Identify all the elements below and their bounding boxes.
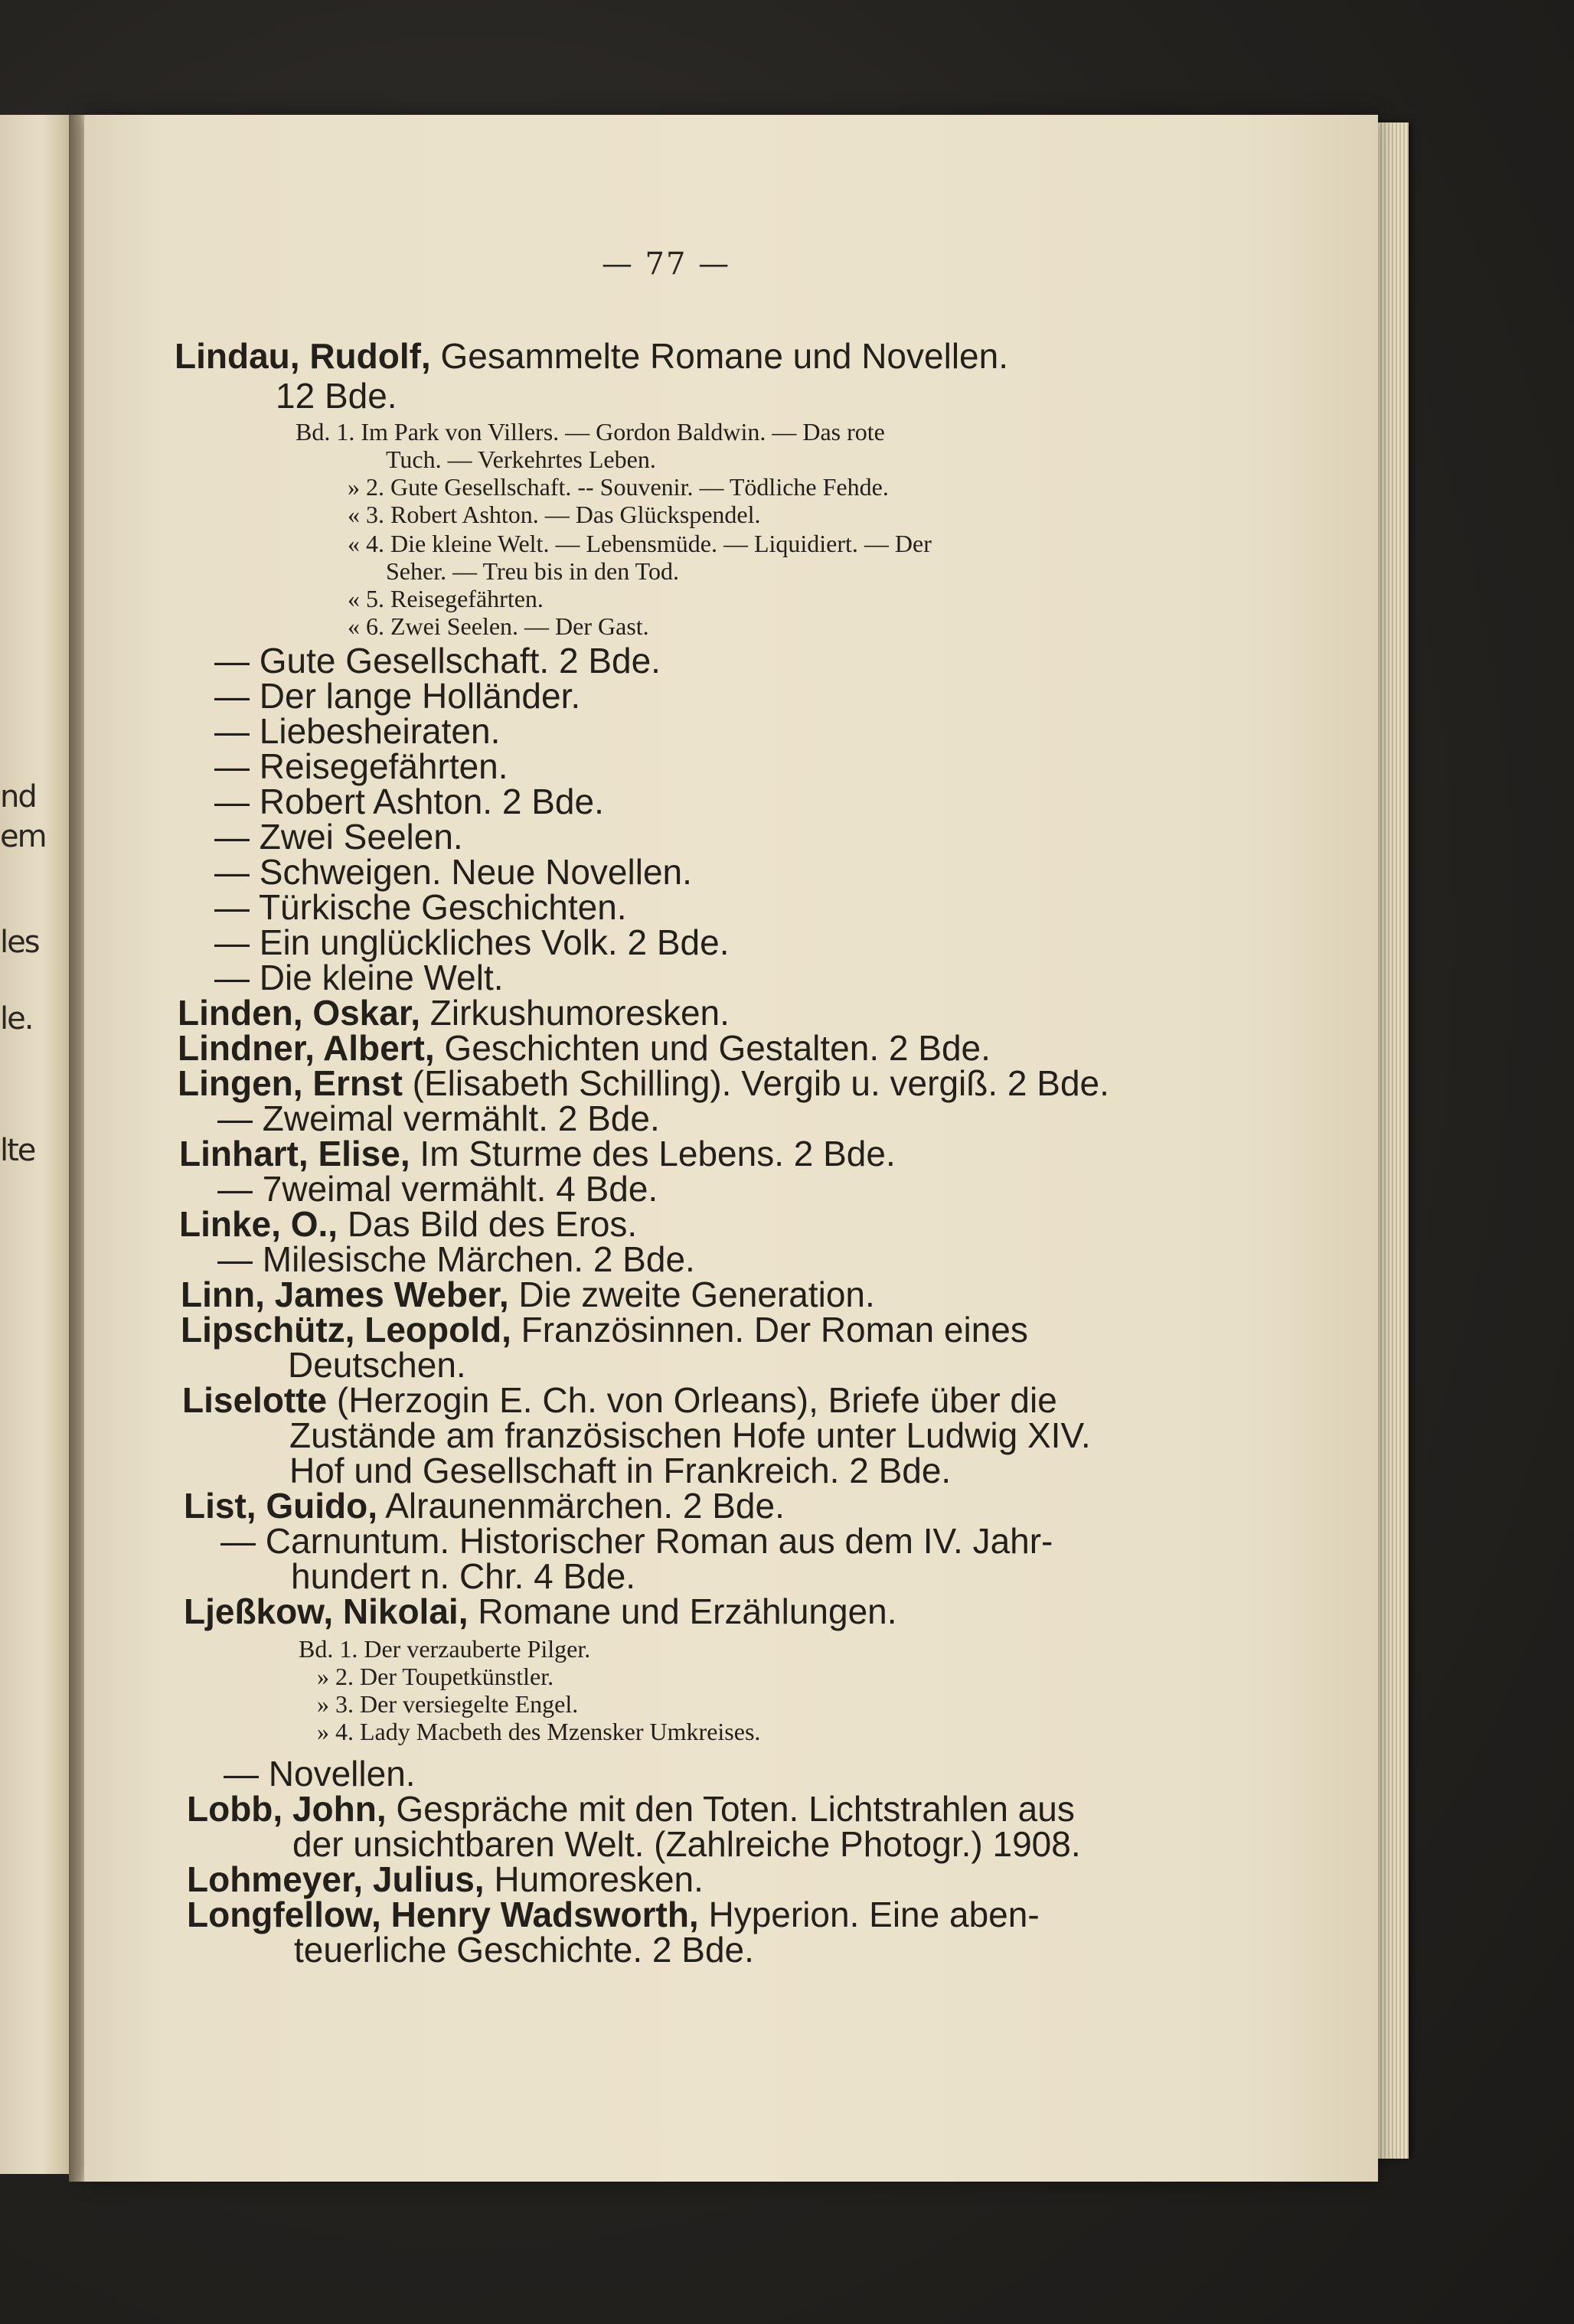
author-name: Longfellow, Henry Wadsworth, bbox=[187, 1895, 699, 1934]
author-name: Linn, James Weber, bbox=[181, 1275, 509, 1314]
left-page-fragment: nd bbox=[0, 779, 36, 814]
entry-line bbox=[181, 1310, 1028, 1350]
entry-line bbox=[178, 993, 730, 1033]
entry-line: — Reisegefährten. bbox=[214, 746, 508, 786]
entry-text: Gesammelte Romane und Novellen. bbox=[430, 336, 1008, 376]
author-name: Linhart, Elise, bbox=[179, 1134, 410, 1173]
entry-line: — Carnuntum. Historischer Roman aus dem IV. Jahr- bbox=[220, 1521, 1053, 1561]
entry-line: — Die kleine Welt. bbox=[214, 958, 504, 997]
entry-line: — Robert Ashton. 2 Bde. bbox=[214, 782, 604, 821]
volume-line: « 4. Die kleine Welt. — Lebensmüde. — Liquidiert. — Der bbox=[348, 530, 932, 557]
author-name: Lingen, Ernst bbox=[178, 1063, 403, 1103]
volume-line: » 2. Gute Gesellschaft. -- Souvenir. — Tödliche Fehde. bbox=[348, 473, 889, 501]
entry-line: der unsichtbaren Welt. (Zahlreiche Photogr.) 1908. bbox=[292, 1824, 1081, 1864]
volume-line: Bd. 1. Im Park von Villers. — Gordon Baldwin. — Das rote bbox=[296, 418, 885, 446]
entry-line: Hof und Gesellschaft in Frankreich. 2 Bde. bbox=[289, 1451, 952, 1490]
entry-text: Zirkushumoresken. bbox=[420, 993, 730, 1033]
volume-line: Seher. — Treu bis in den Tod. bbox=[386, 557, 679, 585]
entry-line bbox=[179, 1206, 637, 1242]
entry-text: Französinnen. Der Roman eines bbox=[511, 1310, 1028, 1350]
entry-text: (Elisabeth Schilling). Vergib u. vergiß. 2 Bde. bbox=[402, 1063, 1109, 1103]
entry-line: — Milesische Märchen. 2 Bde. bbox=[217, 1239, 695, 1279]
entry-line: — Liebesheiraten. bbox=[214, 711, 501, 751]
entry-line bbox=[184, 1591, 897, 1631]
entry-line bbox=[182, 1382, 1057, 1418]
volume-line: Bd. 1. Der verzauberte Pilger. bbox=[299, 1635, 591, 1663]
book-gutter bbox=[69, 115, 84, 2182]
entry-text: Humoresken. bbox=[484, 1859, 704, 1899]
entry-text: Gespräche mit den Toten. Lichtstrahlen aus bbox=[386, 1789, 1075, 1829]
volume-line: « 3. Robert Ashton. — Das Glückspendel. bbox=[348, 501, 761, 528]
entry-line bbox=[187, 1897, 1040, 1932]
entry-line: hundert n. Chr. 4 Bde. bbox=[291, 1556, 636, 1596]
entry-text: Alraunenmärchen. 2 Bde. bbox=[377, 1486, 785, 1526]
entry-line: — 7weimal vermählt. 4 Bde. bbox=[217, 1169, 658, 1209]
entry-line: — Zwei Seelen. bbox=[214, 817, 463, 857]
volume-line: « 6. Zwei Seelen. — Der Gast. bbox=[348, 612, 649, 640]
author-name: Lohmeyer, Julius, bbox=[187, 1859, 485, 1899]
author-name: Lobb, John, bbox=[187, 1789, 387, 1829]
page-number: — 77 — bbox=[601, 246, 731, 282]
author-name: Ljeßkow, Nikolai, bbox=[184, 1591, 469, 1631]
author-name: Lindner, Albert, bbox=[178, 1028, 435, 1068]
entry-line bbox=[187, 1789, 1075, 1829]
entry-line: — Gute Gesellschaft. 2 Bde. bbox=[214, 641, 661, 681]
entry-line bbox=[179, 1136, 896, 1171]
volume-line: Tuch. — Verkehrtes Leben. bbox=[386, 446, 656, 473]
volume-line: » 2. Der Toupetkünstler. bbox=[317, 1663, 554, 1690]
left-facing-page bbox=[0, 115, 69, 2174]
author-name: Lipschütz, Leopold, bbox=[181, 1310, 511, 1350]
left-page-fragment: em bbox=[0, 819, 46, 854]
author-name: Linke, O., bbox=[179, 1204, 338, 1244]
entry-line: Zustände am französischen Hofe unter Ludwig XIV. bbox=[289, 1415, 1091, 1455]
entry-line bbox=[175, 338, 1008, 374]
left-page-fragment: le. bbox=[0, 1001, 33, 1036]
entry-line bbox=[187, 1859, 704, 1899]
entry-line: — Novellen. bbox=[224, 1754, 416, 1794]
author-name: Linden, Oskar, bbox=[178, 993, 420, 1033]
volume-line: « 5. Reisegefährten. bbox=[348, 585, 544, 612]
entry-line: 12 Bde. bbox=[276, 376, 397, 416]
entry-text: Geschichten und Gestalten. 2 Bde. bbox=[434, 1028, 991, 1068]
author-name: Lindau, Rudolf, bbox=[175, 336, 431, 376]
author-name: Liselotte bbox=[182, 1380, 328, 1420]
entry-line bbox=[178, 1063, 1109, 1103]
entry-line: — Zweimal vermählt. 2 Bde. bbox=[217, 1098, 660, 1138]
entry-text: Romane und Erzählungen. bbox=[468, 1591, 897, 1631]
entry-line: — Ein unglückliches Volk. 2 Bde. bbox=[214, 922, 730, 962]
left-page-fragment: les bbox=[0, 925, 39, 960]
entry-line: teuerliche Geschichte. 2 Bde. bbox=[294, 1930, 754, 1970]
entry-line: Deutschen. bbox=[288, 1345, 466, 1385]
entry-line: — Türkische Geschichten. bbox=[214, 887, 627, 927]
left-page-fragment: lte bbox=[0, 1133, 35, 1168]
volume-line: » 3. Der versiegelte Engel. bbox=[317, 1690, 579, 1718]
entry-text: Das Bild des Eros. bbox=[338, 1204, 638, 1244]
entry-line bbox=[184, 1486, 785, 1526]
volume-line: » 4. Lady Macbeth des Mzensker Umkreises. bbox=[317, 1718, 761, 1745]
entry-text: Die zweite Generation. bbox=[508, 1275, 875, 1314]
entry-line: — Der lange Holländer. bbox=[214, 676, 581, 716]
entry-line bbox=[178, 1030, 991, 1066]
entry-line bbox=[181, 1277, 875, 1312]
entry-text: Hyperion. Eine aben- bbox=[698, 1895, 1040, 1934]
author-name: List, Guido, bbox=[184, 1486, 377, 1526]
entry-line: — Schweigen. Neue Novellen. bbox=[214, 852, 692, 892]
entry-text: Im Sturme des Lebens. 2 Bde. bbox=[410, 1134, 896, 1173]
entry-text: (Herzogin E. Ch. von Orleans), Briefe über die bbox=[327, 1380, 1057, 1420]
